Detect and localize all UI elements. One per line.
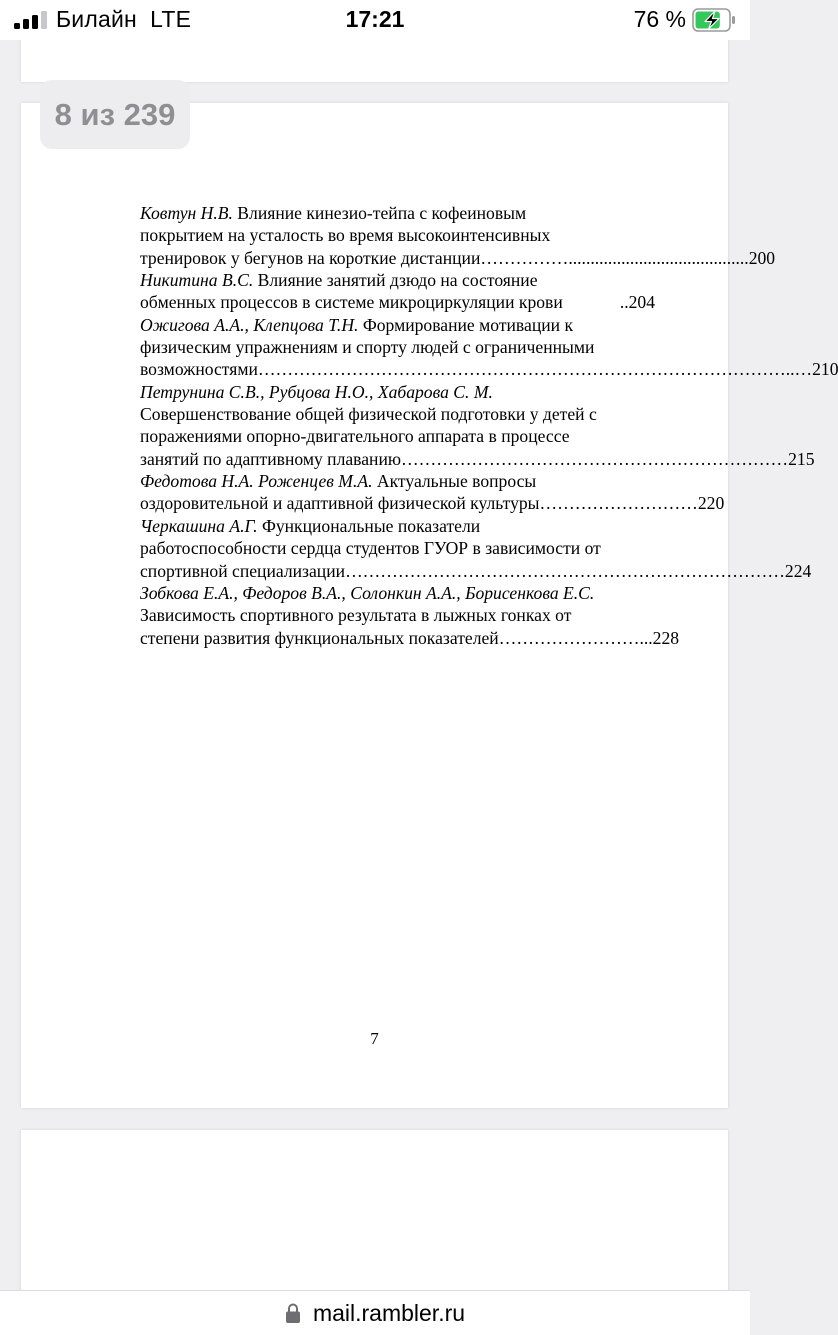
toc-line (140, 247, 776, 269)
toc-text: Актуальные вопросы (372, 471, 537, 492)
toc-leader-dots: ………………………………………………………… (401, 448, 789, 469)
table-of-contents (140, 202, 838, 649)
toc-page-number: ..228 (643, 627, 680, 648)
toc-line (140, 202, 655, 224)
toc-text: покрытием на усталость во время высокоинтенсивных (140, 225, 551, 246)
network-type: LTE (150, 6, 192, 32)
toc-text: Влияние занятий дзюдо на состояние (253, 270, 538, 291)
url-text: mail.rambler.ru (312, 1299, 466, 1326)
toc-leader-dots: ……………………. (498, 627, 644, 648)
toc-author: Петрунина С.В., Рубцова Н.О., Хабарова С. М. (140, 381, 493, 402)
toc-line (140, 224, 655, 246)
toc-text: Влияние кинезио-тейпа с кофеиновым (232, 203, 527, 223)
toc-entry (140, 202, 776, 269)
toc-leader-dots: …………………… (539, 493, 681, 514)
page-counter: 8 из 239 (40, 80, 190, 149)
toc-entry (140, 269, 655, 314)
toc-leader-dots: ………………………………………………………………… (345, 560, 785, 581)
toc-leader-dots (563, 291, 620, 313)
toc-leader-dots: ……………………………………………………………………………… (257, 359, 786, 380)
toc-line (140, 448, 815, 470)
battery-percentage: 76 % (633, 6, 686, 32)
toc-text: спортивной специализации (140, 560, 346, 581)
toc-line (140, 336, 655, 358)
toc-entry (140, 470, 725, 515)
toc-text: тренировок у бегунов на короткие дистанции (140, 247, 481, 268)
battery-charging-icon (692, 8, 736, 32)
toc-text: занятий по адаптивному плаванию (140, 448, 402, 469)
toc-text: работоспособности сердца студентов ГУОР в зависимости от (140, 538, 601, 559)
toc-page-number: ..200 (739, 247, 776, 268)
toc-text: Зависимость спортивного результата в лыжных гонках от (140, 605, 572, 626)
toc-line (140, 582, 655, 604)
carrier-name: Билайн (56, 6, 137, 32)
toc-text: обменных процессов в системе микроциркуляции крови (140, 292, 563, 313)
toc-text: физическим упражнениям и спорту людей с ограниченными (140, 337, 595, 358)
toc-page-number: 224 (784, 560, 812, 581)
toc-entry (140, 582, 680, 649)
toc-text: степени развития функциональных показателей (140, 627, 499, 648)
document-page-next[interactable] (21, 1130, 728, 1310)
status-bar (0, 0, 750, 40)
toc-line (140, 269, 655, 291)
toc-text: Совершенствование общей физической подготовки у детей с (140, 404, 597, 425)
toc-author: Никитина В.С. (140, 270, 254, 291)
toc-line (140, 381, 655, 403)
lock-icon (285, 1302, 301, 1324)
toc-line (140, 515, 655, 537)
toc-author: Федотова Н.А. Роженцев М.А. (140, 471, 373, 492)
clock: 17:21 (345, 6, 405, 32)
toc-author: Черкашина А.Г. (140, 515, 258, 536)
toc-line (140, 470, 655, 492)
toc-line (140, 291, 655, 313)
toc-entry (140, 314, 838, 381)
toc-entry (140, 515, 812, 582)
toc-author: Ковтун Н.В. (140, 203, 233, 223)
toc-line (140, 537, 655, 559)
toc-page-number: ..…210 (785, 359, 838, 380)
toc-line (140, 425, 655, 447)
document-page[interactable] (21, 103, 838, 1108)
toc-line (140, 403, 655, 425)
toc-page-number: …220 (680, 493, 725, 514)
toc-author: Ожигова А.А., Клепцова Т.Н. (140, 314, 359, 335)
address-bar[interactable] (0, 1290, 750, 1335)
toc-line (140, 627, 680, 649)
toc-page-number: ..204 (619, 292, 655, 313)
toc-text: оздоровительной и адаптивной физической культуры (140, 493, 540, 514)
toc-line (140, 358, 838, 380)
toc-text: Формирование мотивации к (358, 314, 574, 335)
page-number: 7 (370, 1029, 379, 1048)
toc-line (140, 604, 655, 626)
toc-text: поражениями опорно-двигательного аппарата в процессе (140, 426, 570, 447)
toc-line (140, 492, 725, 514)
toc-line (140, 314, 655, 336)
toc-text: Функциональные показатели (257, 515, 481, 536)
toc-text: возможностями (140, 359, 258, 380)
toc-leader-dots: ……………....................................... (480, 247, 740, 268)
toc-author: Зобкова Е.А., Федоров В.А., Солонкин А.А., Борисенкова Е.С. (140, 582, 595, 603)
toc-line (140, 560, 812, 582)
toc-entry (140, 381, 815, 470)
toc-page-number: 215 (788, 448, 815, 469)
